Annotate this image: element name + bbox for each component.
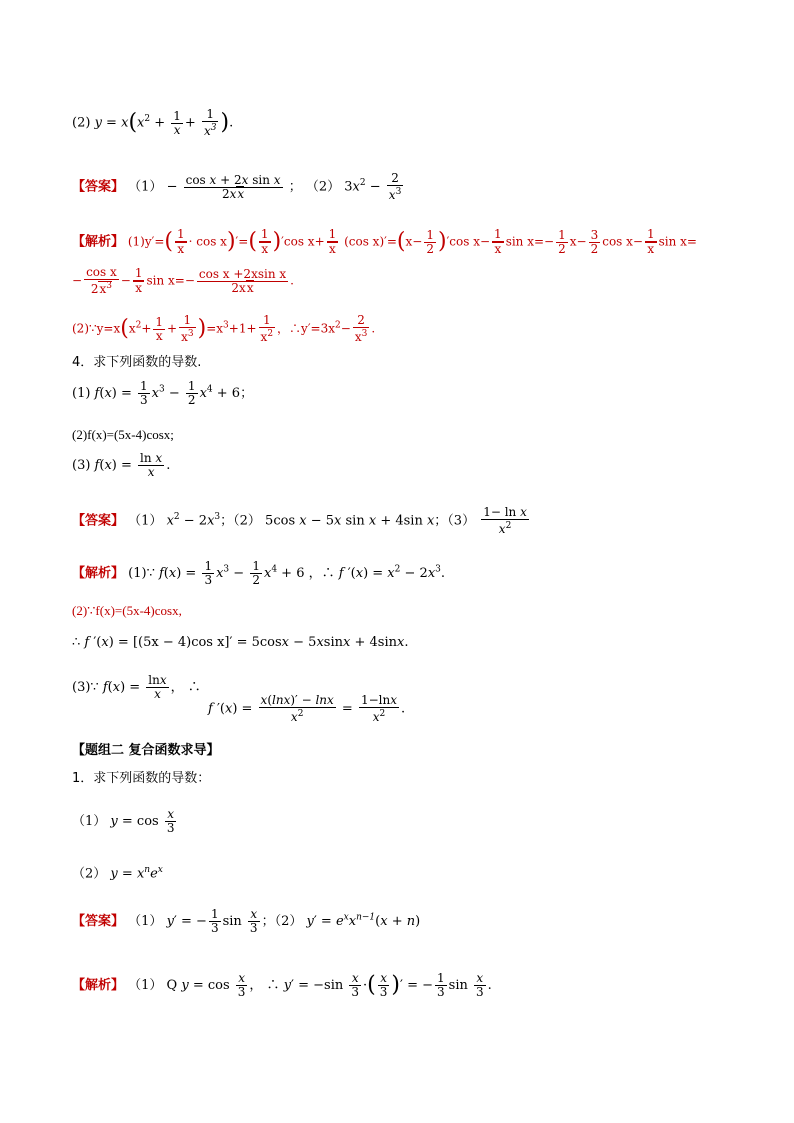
analysis-4-line-2: (2)∵f(x)=(5x-4)cosx, [72, 603, 182, 618]
question-4-part-1: (1) f(x) = $\frac{1}{3}$ $x^3$ − $\frac{1}{2}$ $x^4 + 6$； [72, 379, 254, 407]
analysis-3-line-1: 【解析】 (1)y′=( $\frac{1}{x}$ · cos x)′=( $\frac{1}{x}$ )′cos x+ $\frac{1}{x}$ (cos x)′=(x− $\frac{1}{2}$ )′cos x− $\frac{1}{x}$ sin x=− $\frac{1}{2}$ x− $\frac{3}{2}$ cos x− $\frac{1}{x}$ sin x= [72, 227, 697, 256]
analysis-4-line-1: 【解析】 (1)∵ f(x) = $\frac{1}{3}$ $x^3$ − $\frac{1}{2}$ $x^4 + 6$ ，∴ f $'(x) = x^2 - 2x^3$. [72, 559, 446, 587]
analysis-4-line-4: (3)∵ f(x) = $\frac{\ln x}{x}$ ， ∴ [72, 673, 201, 701]
analysis-4-line-5: f ′(x) = $\frac{x(\ln x)' - \ln x}{x^2}$ = $\frac{1-\ln x}{x^2}$ . [208, 693, 406, 724]
question-1-part-2: （2） $y = x^ne^x$ [72, 865, 163, 882]
answer-tag: 【答案】 [72, 179, 125, 195]
answer-tag: 【答案】 [72, 513, 125, 529]
analysis-tag: 【解析】 [72, 566, 125, 581]
question-4-title: 4．求下列函数的导数. [72, 355, 202, 370]
answer-4: 【答案】 （1） $x^2 - 2x^3$；（2） 5cos x − 5x sin x + 4sin x；（3） $\frac{\text{1− ln x}}{x^2}$ [72, 505, 527, 536]
problem-3-part-2: (2) $y = x(x^2$ + $\frac{1}{x}$ + $\frac{1}{x^3}$ ). [72, 107, 234, 138]
answer-3: 【答案】 （1） − $\frac{\text{cos x + 2x sin x}}{2xx}$ ； （2） $3x^2$ − $\frac{2}{x^3}$ [72, 171, 402, 202]
analysis-tag: 【解析】 [72, 234, 125, 250]
section-header-group-2: 【题组二 复合函数求导】 [72, 743, 220, 758]
question-1-title: 1．求下列函数的导数： [72, 771, 211, 786]
analysis-3-line-2: − $\frac{\text{cos x}}{2x^3}$ − $\frac{1}{x}$ sin x=− $\frac{\text{cos x +2xsin x}}{2xx}$ . [72, 265, 294, 296]
analysis-tag: 【解析】 [72, 978, 125, 993]
analysis-5: 【解析】 （1） Q y = cos $\frac{x}{3}$ ， ∴ y′ = −sin $\frac{x}{3}$ ·( $\frac{x}{3}$ )′ = − $\frac{1}{3}$ sin $\frac{x}{3}$ . [72, 971, 492, 999]
answer-tag: 【答案】 [72, 914, 125, 929]
analysis-3-line-3: $(2)\because y=x(x^2+$ $\frac{1}{x}$ + $\frac{1}{x^3}$ )$=x^3+1+$ $\frac{1}{x^2}$ ，$\therefore y'=3x^2-$ $\frac{2}{x^3}$ . [72, 313, 376, 344]
question-4-part-2: (2)f(x)=(5x-4)cosx; [72, 427, 174, 442]
analysis-4-line-3: ∴ f ′(x) = [(5x − 4)cos x]′ = 5cosx − 5xsinx + 4sinx. [72, 635, 409, 650]
question-4-part-3: (3) f(x) = $\frac{\text{ln x}}{x}$ . [72, 451, 171, 479]
answer-5: 【答案】 （1） y′ = − $\frac{1}{3}$ sin $\frac{x}{3}$ ；（2） $y' = e^xx^{n-1}(x + n)$ [72, 907, 421, 935]
question-1-part-1: （1） y = cos $\frac{x}{3}$ [72, 807, 175, 835]
